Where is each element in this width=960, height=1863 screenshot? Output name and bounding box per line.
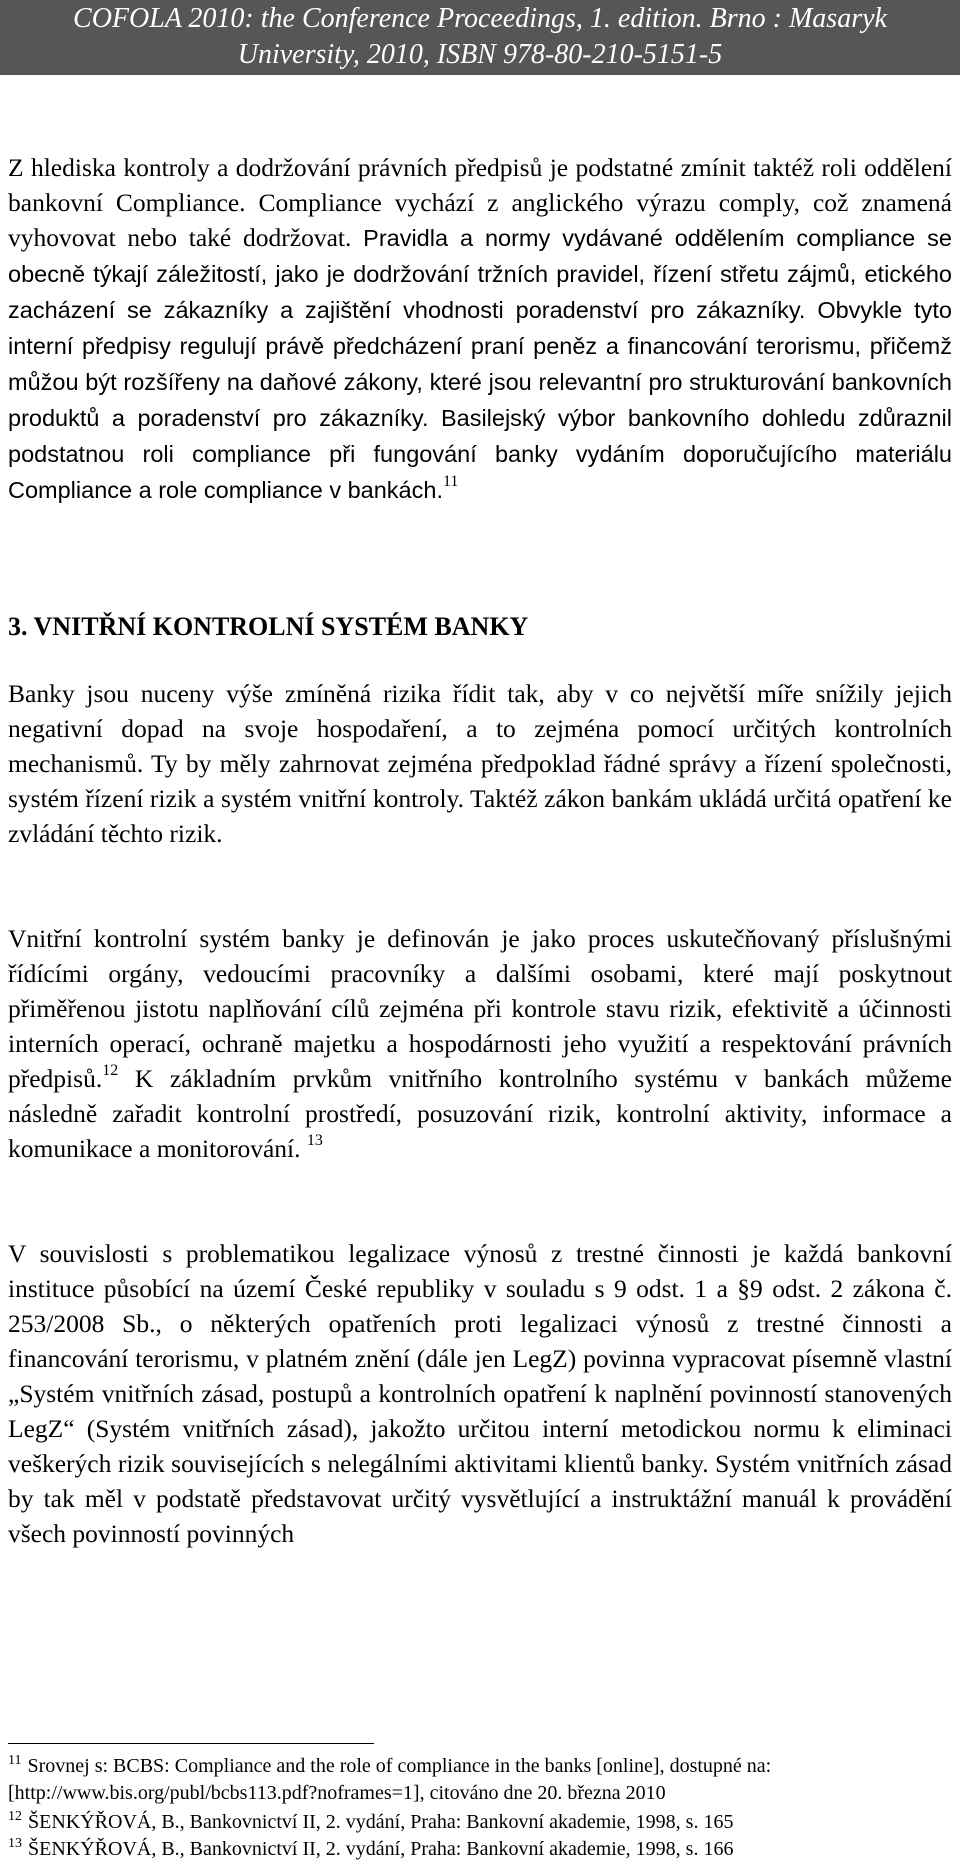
footnote-ref-12: 12 [102,1062,119,1079]
footnote-number: 12 [8,1809,22,1824]
footnote-text: ŠENKÝŘOVÁ, B., Bankovnictví II, 2. vydání, Praha: Bankovní akademie, 1998, s. 165 [28,1811,734,1833]
footnote-ref-11: 11 [442,473,459,490]
footnote-number: 11 [8,1753,22,1768]
paragraph-compliance [8,150,952,508]
footnote-13 [8,1836,952,1863]
footnote-11 [8,1753,952,1807]
footnotes [8,1753,952,1807]
proceedings-header [0,0,960,75]
header-line-1: COFOLA 2010: the Conference Proceedings, 1. edition. Brno : Masaryk [73,3,887,34]
footnote-12 [8,1809,952,1836]
footnote-divider [8,1743,374,1744]
paragraph-compliance-rules: Pravidla a normy vydávané oddělením compliance se obecně týkají záležitostí, jako je dodržování tržních pravidel, řízení střetu zájmů, etického zacházení se zákazníky a zajištění vhodnosti poradenství pro zákazníky. Obvykle tyto interní předpisy regulují právě předcházení praní peněz a financování terorismu, přičemž můžou být rozšířeny na daňové zákony, které jsou relevantní pro strukturování bankovních produktů a poradenství pro zákazníky. Basilejský výbor bankovního dohledu zdůraznil podstatnou roli compliance při fungování banky vydáním doporučujícího materiálu Compliance a role compliance v bankách. [8,225,953,503]
footnote-number: 13 [8,1836,22,1851]
paragraph-legz [8,1236,952,1551]
section-heading: 3. VNITŘNÍ KONTROLNÍ SYSTÉM BANKY [8,612,529,641]
footnotes-continued [8,1809,952,1863]
footnote-text: ŠENKÝŘOVÁ, B., Bankovnictví II, 2. vydání, Praha: Bankovní akademie, 1998, s. 166 [28,1838,734,1860]
paragraph-banks-risks [8,676,952,851]
paragraph-legz-text: V souvislosti s problematikou legalizace výnosů z trestné činnosti je každá bankovní instituce působící na území České republiky v souladu s 9 odst. 1 a §9 odst. 2 zákona č. 253/2008 Sb., o některých opatřeních proti legalizaci výnosů z trestné činnosti a financování terorismu, v platném znění (dále jen LegZ) povinna vypracovat písemně vlastní „Systém vnitřních zásad, postupů a kontrolních opatření k naplnění povinností stanovených LegZ“ (Systém vnitřních zásad), jakožto určitou interní metodickou normu k eliminaci veškerých rizik souvisejících s nelegálními aktivitami klientů banky. Systém vnitřních zásad by tak měl v podstatě představovat určitý vysvětlující a instruktážní manuál k provádění všech povinností povinných [8,1239,952,1548]
paragraph-banks-risks-text: Banky jsou nuceny výše zmíněná rizika řídit tak, aby v co největší míře snížily jejich negativní dopad na svoje hospodaření, a to zejména pomocí určitých kontrolních mechanismů. Ty by měly zahrnovat zejména předpoklad řádné správy a řízení společnosti, systém řízení rizik a systém vnitřní kontroly. Taktéž zákon bankám ukládá určitá opatření ke zvládání těchto rizik. [8,679,952,848]
paragraph-internal-control-text-b: K základním prvkům vnitřního kontrolního systému v bankách můžeme následně zařadit kontrolní prostředí, posuzování rizik, kontrolní aktivity, informace a komunikace a monitorování. [8,1064,952,1163]
paragraph-internal-control [8,921,952,1166]
footnote-text: Srovnej s: BCBS: Compliance and the role of compliance in the banks [online], dostupné na: [http://www.bis.org/publ/bcbs113.pdf?noframes=1], citováno dne 20. března 2010 [8,1755,772,1804]
paragraph-compliance-intro: Z hlediska kontroly a dodržování právních předpisů je podstatné zmínit taktéž roli oddělení bankovní Compliance. Compliance vychází z anglického výrazu comply, což znamená vyhovovat nebo také dodržovat. [8,153,952,252]
footnote-ref-13: 13 [306,1132,323,1149]
header-line-2: University, 2010, ISBN 978-80-210-5151-5 [237,39,723,70]
paragraph-internal-control-text-a: Vnitřní kontrolní systém banky je definován je jako proces uskutečňovaný příslušnými řídícími orgány, vedoucími pracovníky a dalšími osobami, které mají poskytnout přiměřenou jistotu naplňování cílů zejména při kontrole stavu rizik, efektivitě a účinnosti interních operací, ochraně majetku a hospodárnosti jeho využití a respektování právních předpisů. [8,924,952,1093]
